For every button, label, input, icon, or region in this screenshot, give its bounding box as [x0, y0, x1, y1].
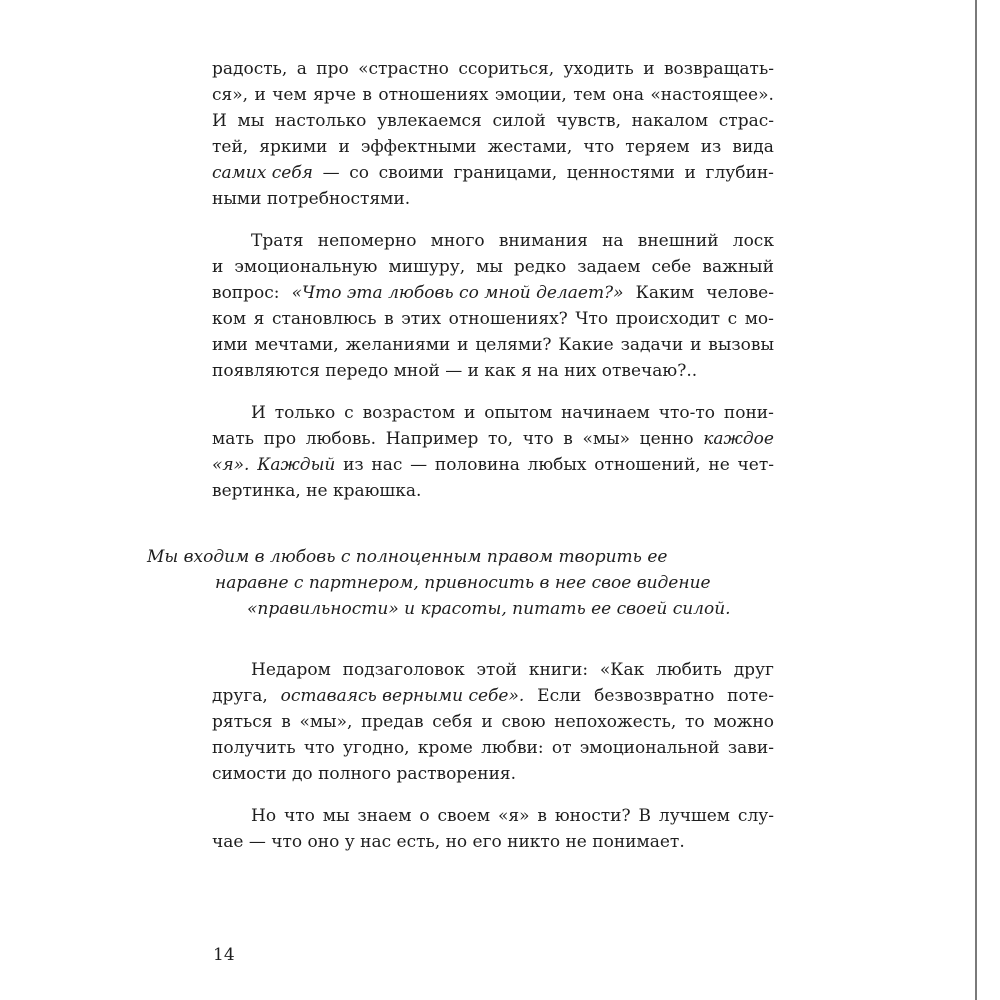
p1-line-1: радость, а про «страстно ссориться, уходить и возвращать-: [212, 59, 774, 79]
p3-line-3: «я». Каждый из нас — половина любых отношений, не чет-: [212, 455, 774, 475]
p5-line-2: чае — что оно у нас есть, но его никто не понимает.: [212, 832, 685, 852]
p2-line-4: ком я становлюсь в этих отношениях? Что происходит с мо-: [212, 309, 774, 329]
p4-line-2: друга, оставаясь верными себе». Если безвозвратно поте-: [212, 686, 774, 706]
quote-line-3: «правильности» и красоты, питать ее своей силой.: [247, 599, 731, 619]
p1-line-5: самих себя — со своими границами, ценностями и глубин-: [212, 163, 774, 183]
page-number: 14: [213, 945, 235, 965]
p1-line-4: тей, яркими и эффектными жестами, что теряем из вида: [212, 137, 774, 157]
p3-line-1: И только с возрастом и опытом начинаем что-то пони-: [251, 403, 774, 423]
p2-line-2: и эмоциональную мишуру, мы редко задаем себе важный: [212, 257, 774, 277]
p4-line-4: получить что угодно, кроме любви: от эмоциональной зави-: [212, 738, 774, 758]
p2-line-5: ими мечтами, желаниями и целями? Какие задачи и вызовы: [212, 335, 774, 355]
p4-line-1: Недаром подзаголовок этой книги: «Как любить друг: [251, 660, 774, 680]
page-edge-divider: [975, 0, 977, 1000]
quote-line-1: Мы входим в любовь с полноценным правом творить ее: [147, 547, 668, 567]
p5-line-1: Но что мы знаем о своем «я» в юности? В лучшем слу-: [251, 806, 774, 826]
p2-line-1: Тратя непомерно много внимания на внешний лоск: [251, 231, 774, 251]
p4-line-5: симости до полного растворения.: [212, 764, 517, 784]
p3-line-2: мать про любовь. Например то, что в «мы» ценно каждое: [212, 429, 774, 449]
p1-line-6: ными потребностями.: [212, 189, 411, 209]
quote-line-2: наравне с партнером, привносить в нее свое видение: [215, 573, 711, 593]
p4-line-3: ряться в «мы», предав себя и свою непохожесть, то можно: [212, 712, 774, 732]
p2-line-6: появляются передо мной — и как я на них отвечаю?..: [212, 361, 698, 381]
p1-line-2: ся», и чем ярче в отношениях эмоции, тем она «настоящее».: [212, 85, 774, 105]
p1-line-3: И мы настолько увлекаемся силой чувств, накалом страс-: [212, 111, 774, 131]
p2-line-3: вопрос: «Что эта любовь со мной делает?» Каким челове-: [212, 283, 774, 303]
p3-line-4: вертинка, не краюшка.: [212, 481, 422, 501]
